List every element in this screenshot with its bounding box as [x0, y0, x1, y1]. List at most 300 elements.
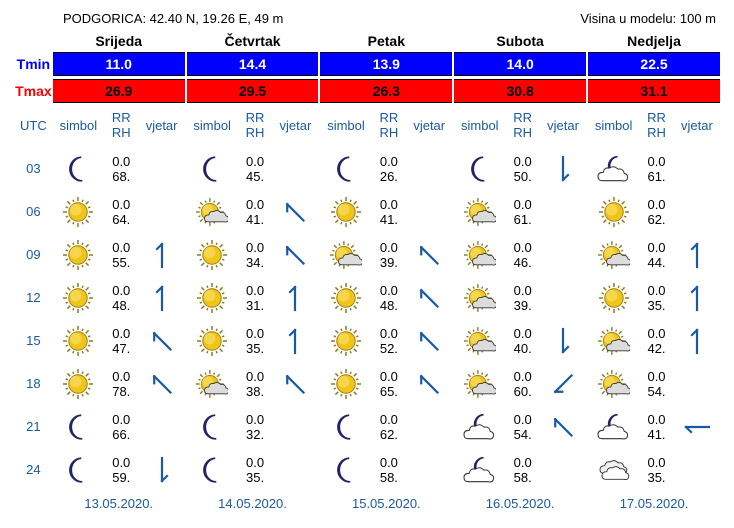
weather-symbol-cell [53, 276, 104, 319]
rr-value: 0.0 [112, 153, 131, 169]
rh-value: 39. [513, 297, 532, 313]
arrow-sw-icon [540, 370, 586, 398]
rh-value: 61. [513, 211, 532, 227]
wind-cell [674, 362, 720, 405]
weather-symbol-cell [187, 405, 238, 448]
rh-value: 38. [246, 383, 265, 399]
rr-value: 0.0 [513, 325, 532, 341]
column-headings-row [14, 103, 720, 147]
wind-cell [540, 448, 586, 491]
rr-value: 0.0 [647, 153, 666, 169]
simbol-heading: simbol [327, 117, 365, 133]
sun-icon [53, 197, 104, 227]
rr-value: 0.0 [246, 368, 265, 384]
day-name: Subota [496, 33, 544, 49]
weather-symbol-cell [187, 448, 238, 491]
sun-cloud-icon [454, 240, 505, 270]
sun-cloud-icon [320, 240, 371, 270]
rr-value: 0.0 [379, 454, 398, 470]
tmax-value: 26.3 [320, 79, 452, 103]
arrow-up-icon [139, 284, 185, 312]
rr-heading: RR [379, 110, 399, 125]
weather-symbol-cell [588, 233, 639, 276]
wind-cell [406, 147, 452, 190]
wind-cell [674, 190, 720, 233]
simbol-heading: simbol [594, 117, 633, 133]
rr-heading: RR [111, 110, 131, 125]
weather-symbol-cell [320, 319, 371, 362]
day-names-row [14, 30, 720, 52]
weather-symbol-cell [454, 276, 505, 319]
rr-value: 0.0 [246, 153, 265, 169]
rh-heading: RH [111, 125, 131, 140]
forecast-row [14, 276, 720, 319]
rr-value: 0.0 [246, 454, 265, 470]
rh-value: 34. [246, 254, 265, 270]
moon-cloud-icon [454, 455, 505, 485]
weather-symbol-cell [320, 405, 371, 448]
sun-cloud-icon [454, 326, 505, 356]
sun-cloud-icon [187, 197, 238, 227]
weather-symbol-cell [454, 233, 505, 276]
rr-rh-cell [372, 233, 407, 276]
forecast-row [14, 405, 720, 448]
wind-cell [272, 405, 318, 448]
rr-rh-cell [238, 448, 273, 491]
rr-value: 0.0 [112, 454, 131, 470]
moon-icon [187, 412, 238, 442]
rh-value: 58. [513, 469, 532, 485]
rr-rh-cell [372, 147, 407, 190]
rr-heading: RR [647, 110, 666, 125]
rh-heading: RH [513, 125, 533, 140]
rr-rh-cell [238, 233, 273, 276]
day-date: 15.05.2020. [351, 495, 421, 511]
moon-icon [187, 455, 238, 485]
rr-value: 0.0 [513, 454, 532, 470]
arrow-down-icon [139, 456, 185, 484]
weather-symbol-cell [454, 319, 505, 362]
sun-icon [187, 326, 238, 356]
sun-cloud-icon [588, 326, 639, 356]
rh-value: 26. [379, 168, 398, 184]
rr-rh-cell [505, 276, 540, 319]
rr-rh-cell [639, 405, 674, 448]
rh-value: 50. [513, 168, 532, 184]
vjetar-heading: vjetar [279, 117, 312, 133]
weather-symbol-cell [320, 190, 371, 233]
rr-value: 0.0 [379, 411, 398, 427]
arrow-up-icon [139, 241, 185, 269]
weather-symbol-cell [454, 362, 505, 405]
rr-rh-cell [639, 190, 674, 233]
rr-rh-heading [505, 103, 540, 147]
wind-cell [540, 319, 586, 362]
rr-rh-cell [372, 362, 407, 405]
weather-symbol-cell [320, 362, 371, 405]
rh-value: 35. [647, 297, 666, 313]
rr-value: 0.0 [112, 282, 131, 298]
utc-hour: 18 [26, 376, 41, 391]
rr-rh-heading [104, 103, 139, 147]
day-name: Petak [367, 33, 405, 49]
tmin-value: 14.0 [454, 52, 586, 76]
weather-symbol-cell [53, 233, 104, 276]
weather-symbol-cell [588, 319, 639, 362]
wind-cell [674, 319, 720, 362]
location-label: PODGORICA: 42.40 N, 19.26 E, 49 m [63, 11, 284, 26]
arrow-nw-icon [540, 413, 586, 441]
forecast-table [14, 30, 720, 515]
arrow-up-icon [674, 327, 720, 355]
sun-icon [187, 240, 238, 270]
forecast-row [14, 362, 720, 405]
rh-value: 58. [379, 469, 398, 485]
rr-rh-heading [238, 103, 273, 147]
moon-cloud-icon [588, 412, 639, 442]
day-name: Četvrtak [224, 33, 281, 49]
tmax-value: 31.1 [588, 79, 720, 103]
rh-heading: RH [245, 125, 265, 140]
tmin-value: 22.5 [588, 52, 720, 76]
rr-rh-cell [372, 276, 407, 319]
rr-rh-cell [104, 276, 139, 319]
wind-cell [406, 405, 452, 448]
rr-value: 0.0 [112, 239, 131, 255]
moon-icon [53, 412, 104, 442]
tmin-row [14, 52, 720, 76]
wind-cell [540, 233, 586, 276]
arrow-nw-icon [139, 327, 185, 355]
rr-rh-cell [238, 147, 273, 190]
wind-cell [272, 233, 318, 276]
rh-value: 64. [112, 211, 131, 227]
rr-value: 0.0 [246, 239, 265, 255]
rr-rh-cell [238, 190, 273, 233]
rh-value: 78. [112, 383, 131, 399]
moon-icon [53, 154, 104, 184]
rr-rh-cell [505, 147, 540, 190]
rr-value: 0.0 [379, 282, 398, 298]
wind-cell [540, 405, 586, 448]
wind-cell [674, 448, 720, 491]
rr-rh-cell [505, 362, 540, 405]
arrow-nw-icon [406, 284, 452, 312]
wind-cell [674, 233, 720, 276]
weather-symbol-cell [53, 405, 104, 448]
rr-heading: RR [245, 110, 265, 125]
day-date: 16.05.2020. [485, 495, 555, 511]
rh-value: 41. [246, 211, 265, 227]
rr-rh-cell [238, 276, 273, 319]
rr-rh-cell [505, 319, 540, 362]
wind-cell [272, 448, 318, 491]
rh-heading: RH [647, 125, 666, 140]
day-name: Nedjelja [627, 33, 681, 49]
rh-value: 59. [112, 469, 131, 485]
rh-value: 61. [647, 168, 666, 184]
rh-value: 68. [112, 168, 131, 184]
utc-hour: 12 [26, 290, 41, 305]
rr-value: 0.0 [647, 368, 666, 384]
rr-value: 0.0 [379, 368, 398, 384]
rr-rh-cell [505, 233, 540, 276]
utc-hour: 09 [26, 247, 41, 262]
tmax-value: 26.9 [53, 79, 185, 103]
moon-cloud-icon [454, 412, 505, 442]
rh-value: 44. [647, 254, 666, 270]
weather-symbol-cell [588, 276, 639, 319]
wind-cell [139, 362, 185, 405]
weather-symbol-cell [187, 190, 238, 233]
rr-value: 0.0 [647, 325, 666, 341]
rr-rh-cell [372, 319, 407, 362]
moon-icon [53, 455, 104, 485]
arrow-nw-icon [272, 198, 318, 226]
rh-value: 46. [513, 254, 532, 270]
wind-cell [674, 276, 720, 319]
rr-rh-cell [639, 319, 674, 362]
rh-value: 35. [246, 340, 265, 356]
arrow-nw-icon [406, 241, 452, 269]
rh-value: 47. [112, 340, 131, 356]
rr-value: 0.0 [246, 196, 265, 212]
rh-value: 41. [379, 211, 398, 227]
tmax-value: 29.5 [187, 79, 319, 103]
rr-rh-cell [104, 362, 139, 405]
rh-value: 55. [112, 254, 131, 270]
sun-icon [53, 283, 104, 313]
rr-value: 0.0 [647, 239, 666, 255]
utc-hour: 03 [26, 161, 41, 176]
weather-symbol-cell [454, 405, 505, 448]
wind-cell [540, 190, 586, 233]
rh-value: 40. [513, 340, 532, 356]
simbol-heading: simbol [193, 117, 231, 133]
wind-cell [540, 362, 586, 405]
cloud-icon [588, 456, 639, 484]
arrow-left-icon [674, 413, 720, 441]
tmin-value: 13.9 [320, 52, 452, 76]
rh-value: 39. [379, 254, 398, 270]
arrow-nw-icon [272, 370, 318, 398]
corner-cell [14, 30, 53, 52]
weather-symbol-cell [53, 319, 104, 362]
weather-symbol-cell [320, 233, 371, 276]
wind-cell [272, 190, 318, 233]
weather-symbol-cell [454, 448, 505, 491]
rr-value: 0.0 [647, 282, 666, 298]
wind-cell [406, 233, 452, 276]
arrow-up-icon [272, 327, 318, 355]
wind-cell [272, 147, 318, 190]
utc-hour: 15 [26, 333, 41, 348]
weather-symbol-cell [53, 190, 104, 233]
wind-cell [139, 190, 185, 233]
wind-cell [674, 405, 720, 448]
sun-icon [588, 197, 639, 227]
model-height-label: Visina u modelu: 100 m [580, 11, 716, 26]
utc-hour: 24 [26, 462, 41, 477]
arrow-down-icon [540, 155, 586, 183]
weather-symbol-cell [187, 319, 238, 362]
rr-rh-cell [639, 362, 674, 405]
moon-icon [187, 154, 238, 184]
day-date: 14.05.2020. [218, 495, 287, 511]
utc-hour: 21 [26, 419, 41, 434]
rr-rh-cell [104, 147, 139, 190]
simbol-heading: simbol [59, 117, 98, 133]
forecast-row [14, 319, 720, 362]
sun-icon [320, 197, 371, 227]
wind-cell [406, 448, 452, 491]
tmax-value: 30.8 [454, 79, 586, 103]
rh-heading: RH [379, 125, 399, 140]
moon-cloud-icon [588, 154, 639, 184]
rr-rh-cell [639, 147, 674, 190]
moon-icon [320, 154, 371, 184]
rr-rh-cell [639, 276, 674, 319]
wind-cell [674, 147, 720, 190]
simbol-heading: simbol [461, 117, 499, 133]
weather-symbol-cell [588, 448, 639, 491]
rr-value: 0.0 [379, 153, 398, 169]
rr-value: 0.0 [246, 411, 265, 427]
weather-symbol-cell [53, 448, 104, 491]
rr-rh-cell [104, 233, 139, 276]
sun-cloud-icon [454, 197, 505, 227]
arrow-nw-icon [139, 370, 185, 398]
rr-value: 0.0 [647, 411, 666, 427]
sun-cloud-icon [588, 240, 639, 270]
rh-value: 48. [112, 297, 131, 313]
sun-icon [53, 369, 104, 399]
weather-symbol-cell [187, 276, 238, 319]
rr-value: 0.0 [379, 325, 398, 341]
wind-cell [272, 362, 318, 405]
day-name: Srijeda [95, 33, 143, 49]
rh-value: 60. [513, 383, 532, 399]
forecast-row [14, 448, 720, 491]
wind-cell [139, 233, 185, 276]
wind-cell [139, 448, 185, 491]
arrow-up-icon [272, 284, 318, 312]
rh-value: 54. [647, 383, 666, 399]
rr-value: 0.0 [246, 282, 265, 298]
rr-value: 0.0 [513, 196, 532, 212]
rr-rh-cell [505, 448, 540, 491]
rr-value: 0.0 [513, 239, 532, 255]
sun-icon [53, 326, 104, 356]
weather-symbol-cell [588, 190, 639, 233]
wind-cell [406, 276, 452, 319]
wind-cell [540, 276, 586, 319]
rh-value: 41. [647, 426, 666, 442]
vjetar-heading: vjetar [145, 117, 178, 133]
wind-cell [139, 319, 185, 362]
weather-symbol-cell [187, 233, 238, 276]
sun-icon [320, 283, 371, 313]
rh-value: 31. [246, 297, 265, 313]
rh-value: 65. [379, 383, 398, 399]
wind-cell [272, 319, 318, 362]
wind-cell [139, 276, 185, 319]
utc-heading: UTC [20, 117, 47, 133]
weather-symbol-cell [53, 362, 104, 405]
weather-symbol-cell [588, 405, 639, 448]
rr-rh-cell [104, 190, 139, 233]
wind-cell [406, 190, 452, 233]
arrow-nw-icon [406, 370, 452, 398]
weather-symbol-cell [588, 147, 639, 190]
rr-rh-cell [104, 319, 139, 362]
rr-rh-cell [505, 190, 540, 233]
tmax-label: Tmax [15, 83, 52, 99]
rr-value: 0.0 [112, 196, 131, 212]
day-date: 13.05.2020. [84, 495, 154, 511]
weather-symbol-cell [320, 276, 371, 319]
rh-value: 48. [379, 297, 398, 313]
rr-value: 0.0 [379, 239, 398, 255]
rr-rh-heading [372, 103, 407, 147]
rr-rh-cell [104, 405, 139, 448]
rr-rh-cell [238, 319, 273, 362]
vjetar-heading: vjetar [413, 117, 446, 133]
weather-symbol-cell [454, 147, 505, 190]
wind-cell [139, 147, 185, 190]
sun-cloud-icon [454, 283, 505, 313]
rr-heading: RR [513, 110, 533, 125]
rh-value: 62. [647, 211, 666, 227]
rr-value: 0.0 [513, 411, 532, 427]
rr-rh-cell [372, 190, 407, 233]
weather-symbol-cell [187, 147, 238, 190]
wind-cell [406, 362, 452, 405]
arrow-nw-icon [406, 327, 452, 355]
rr-value: 0.0 [112, 411, 131, 427]
sun-cloud-icon [187, 369, 238, 399]
weather-symbol-cell [454, 190, 505, 233]
rr-value: 0.0 [647, 454, 666, 470]
rh-value: 35. [647, 469, 666, 485]
rr-value: 0.0 [513, 153, 532, 169]
sun-icon [588, 283, 639, 313]
moon-icon [320, 455, 371, 485]
weather-symbol-cell [320, 147, 371, 190]
rh-value: 42. [647, 340, 666, 356]
sun-cloud-icon [454, 369, 505, 399]
tmin-label: Tmin [16, 56, 51, 72]
sun-icon [320, 326, 371, 356]
arrow-up-icon [674, 241, 720, 269]
rr-value: 0.0 [513, 282, 532, 298]
rh-value: 62. [379, 426, 398, 442]
rr-value: 0.0 [246, 325, 265, 341]
rr-rh-cell [372, 448, 407, 491]
wind-cell [139, 405, 185, 448]
sun-icon [320, 369, 371, 399]
wind-cell [272, 276, 318, 319]
forecast-row [14, 233, 720, 276]
vjetar-heading: vjetar [547, 117, 579, 133]
wind-cell [406, 319, 452, 362]
rr-rh-cell [372, 405, 407, 448]
rr-value: 0.0 [513, 368, 532, 384]
rr-rh-cell [238, 362, 273, 405]
rr-rh-cell [505, 405, 540, 448]
utc-hour: 06 [26, 204, 41, 219]
moon-icon [320, 412, 371, 442]
